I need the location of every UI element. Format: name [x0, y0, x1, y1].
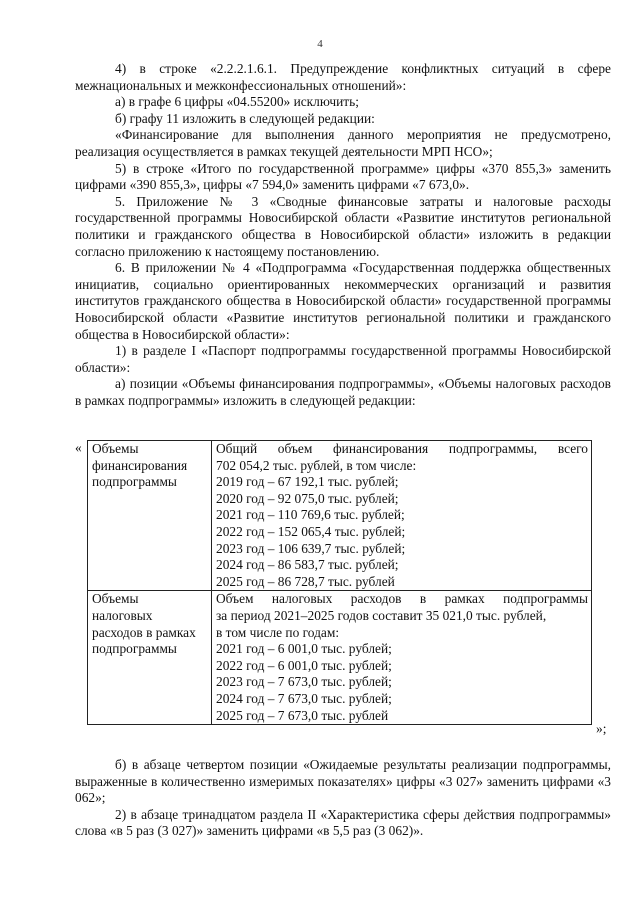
- paragraph: а) позиции «Объемы финансирования подпрограммы», «Объемы налоговых расходов в рамках подпрограммы» изложить в следующей редакции:: [75, 376, 611, 408]
- row-value-financing: [212, 441, 592, 591]
- label-line: расходов в рамках: [92, 624, 196, 640]
- paragraph: б) в абзаце четвертом позиции «Ожидаемые результаты реализации подпрограммы, выраженные в количественно измеримых показателях» цифры «3 027» заменить цифрами «3 062»;: [75, 757, 611, 806]
- value-line: 2021 год – 6 001,0 тыс. рублей;: [216, 641, 392, 657]
- label-line: налоговых: [92, 607, 153, 623]
- paragraph: «Финансирование для выполнения данного мероприятия не предусмотрено, реализация осуществляется в рамках текущей деятельности МРП НСО»;: [75, 127, 611, 159]
- value-line: 2023 год – 7 673,0 тыс. рублей;: [216, 674, 392, 690]
- value-line: 2024 год – 7 673,0 тыс. рублей;: [216, 690, 392, 706]
- document-body-continued: [75, 757, 611, 840]
- value-line: 2019 год – 67 192,1 тыс. рублей;: [216, 474, 399, 490]
- value-line: 2023 год – 106 639,7 тыс. рублей;: [216, 540, 406, 556]
- paragraph: 4) в строке «2.2.2.1.6.1. Предупреждение конфликтных ситуаций в сфере межнациональных и межконфессиональных отношений»:: [75, 61, 611, 93]
- paragraph: 5. Приложение № 3 «Сводные финансовые затраты и налоговые расходы государственной программы Новосибирской области «Развитие институтов региональной политики и гражданского общества в Новосибирской области» изложить в редакции согласно приложению к настоящему постановлению.: [75, 193, 611, 259]
- paragraph: 6. В приложении № 4 «Подпрограмма «Государственная поддержка общественных инициатив, социально ориентированных некоммерческих организаций и развития институтов гражданского общества в Новосибирской области» государственной программы Новосибирской области «Развитие институтов региональной политики и гражданского общества в Новосибирской области»:: [75, 260, 611, 342]
- value-line: 2020 год – 92 075,0 тыс. рублей;: [216, 490, 399, 506]
- paragraph: 5) в строке «Итого по государственной программе» цифры «370 855,3» заменить цифрами «390 855,3», цифры «7 594,0» заменить цифрами «7 673,0».: [75, 160, 611, 193]
- value-line: 2022 год – 152 065,4 тыс. рублей;: [216, 523, 406, 539]
- table-open-quote: «: [75, 440, 82, 455]
- value-line: 2025 год – 86 728,7 тыс. рублей: [216, 573, 395, 589]
- value-line: Общий объем финансирования подпрограммы, всего: [216, 441, 588, 456]
- paragraph: а) в графе 6 цифры «04.55200» исключить;: [115, 94, 359, 110]
- table-row: [88, 441, 592, 591]
- label-line: Объемы: [92, 441, 139, 456]
- value-line: за период 2021–2025 годов составит 35 021,0 тыс. рублей,: [216, 607, 547, 623]
- table-close-quote: »;: [596, 721, 607, 736]
- row-value-tax: [212, 591, 592, 725]
- value-line: 2022 год – 6 001,0 тыс. рублей;: [216, 657, 392, 673]
- passport-table: [87, 440, 592, 725]
- row-label-tax: [88, 591, 212, 725]
- value-line: 2024 год – 86 583,7 тыс. рублей;: [216, 557, 399, 573]
- value-line: 2021 год – 110 769,6 тыс. рублей;: [216, 507, 405, 523]
- paragraph: б) графу 11 изложить в следующей редакции:: [115, 110, 375, 126]
- value-line: в том числе по годам:: [216, 624, 340, 640]
- row-label-financing: [88, 441, 212, 591]
- page-number: 4: [317, 38, 323, 50]
- label-line: Объемы: [92, 591, 139, 607]
- table-row: [88, 591, 592, 725]
- label-line: финансирования: [92, 457, 188, 473]
- paragraph: 1) в разделе I «Паспорт подпрограммы государственной программы Новосибирской области»:: [75, 343, 611, 375]
- label-line: подпрограммы: [92, 474, 177, 490]
- label-line: подпрограммы: [92, 641, 177, 657]
- document-body: [75, 61, 611, 409]
- value-line: 702 054,2 тыс. рублей, в том числе:: [216, 457, 417, 473]
- value-line: Объем налоговых расходов в рамках подпрограммы: [216, 591, 588, 607]
- paragraph: 2) в абзаце тринадцатом раздела II «Характеристика сферы действия подпрограммы» слова «в 5 раз (3 027)» заменить цифрами «в 5,5 раз (3 062)».: [75, 806, 611, 839]
- value-line: 2025 год – 7 673,0 тыс. рублей: [216, 707, 389, 723]
